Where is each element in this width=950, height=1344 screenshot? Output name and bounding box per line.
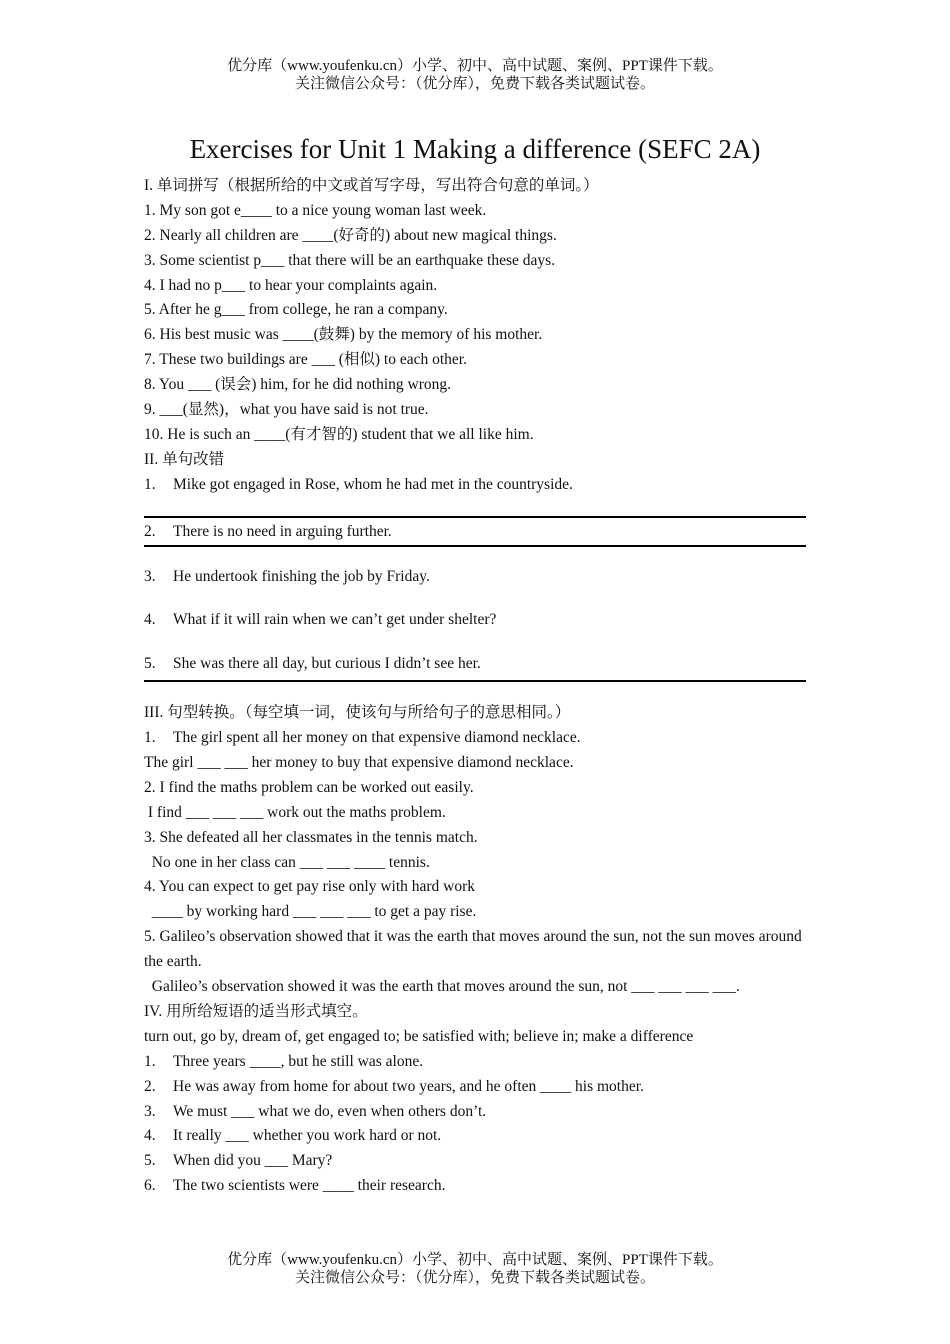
section-3-line: ____ by working hard ___ ___ ___ to get a pay rise. xyxy=(144,903,477,921)
page-footer xyxy=(0,1251,950,1287)
section-3-line: 3. She defeated all her classmates in the tennis match. xyxy=(144,828,478,846)
item-number: 4. xyxy=(144,611,156,629)
item-number: 3. xyxy=(144,1102,156,1120)
section-1-item: 3. Some scientist p___ that there will be an earthquake these days. xyxy=(144,251,556,269)
section-1-item: 5. After he g___ from college, he ran a company. xyxy=(144,301,448,319)
item-text: The girl spent all her money on that expensive diamond necklace. xyxy=(173,729,581,747)
item-text: He undertook finishing the job by Friday. xyxy=(173,567,430,585)
section-3-line: I find ___ ___ ___ work out the maths problem. xyxy=(144,803,446,821)
section-4-item xyxy=(144,1100,806,1125)
section-3-line: The girl ___ ___ her money to buy that expensive diamond necklace. xyxy=(144,754,574,772)
section-2-item xyxy=(144,473,806,498)
section-3-line: 2. I find the maths problem can be worked out easily. xyxy=(144,778,474,796)
item-text: He was away from home for about two years, and he often ____ his mother. xyxy=(173,1077,644,1095)
header-line-1: 优分库（www.youfenku.cn）小学、初中、高中试题、案例、PPT课件下载。 xyxy=(227,58,723,74)
section-2-item xyxy=(144,518,806,545)
section-3-line: 5. Galileo’s observation showed that it was the earth that moves around the sun, not the sun moves around the earth. xyxy=(144,928,802,971)
section-2-item xyxy=(144,652,806,677)
item-number: 5. xyxy=(144,655,156,673)
section-3-line: 4. You can expect to get pay rise only with hard work xyxy=(144,878,476,896)
section-3-line xyxy=(144,726,806,751)
document-title: Exercises for Unit 1 Making a difference (SEFC 2A) xyxy=(189,134,761,164)
item-number: 1. xyxy=(144,475,156,493)
section-2-item xyxy=(144,608,806,633)
exercise-content xyxy=(144,174,806,1199)
header-line-2: 关注微信公众号：（优分库），免费下载各类试题试卷。 xyxy=(294,76,655,92)
item-text: The two scientists were ____ their research. xyxy=(173,1177,446,1195)
item-text: There is no need in arguing further. xyxy=(173,522,392,540)
item-number: 5. xyxy=(144,1152,156,1170)
item-number: 2. xyxy=(144,522,156,540)
section-1-item: 8. You ___ (误会) him, for he did nothing wrong. xyxy=(144,376,451,394)
item-number: 6. xyxy=(144,1177,156,1195)
item-number: 1. xyxy=(144,729,156,747)
item-number: 2. xyxy=(144,1077,156,1095)
item-text: Three years ____, but he still was alone. xyxy=(173,1052,424,1070)
phrase-list: turn out, go by, dream of, get engaged to; be satisfied with; believe in; make a difference xyxy=(144,1027,694,1045)
section-1-item: 10. He is such an ____(有才智的) student that we all like him. xyxy=(144,425,534,443)
section-1-item: 6. His best music was ____(鼓舞) by the memory of his mother. xyxy=(144,326,543,344)
item-text: Mike got engaged in Rose, whom he had met in the countryside. xyxy=(173,475,573,493)
item-number: 4. xyxy=(144,1127,156,1145)
section-3-line: No one in her class can ___ ___ ____ tennis. xyxy=(144,853,430,871)
section-3-line: Galileo’s observation showed it was the earth that moves around the sun, not ___ ___ ___ ___. xyxy=(144,978,740,996)
item-text: She was there all day, but curious I didn’t see her. xyxy=(173,655,481,673)
section-4-item xyxy=(144,1124,806,1149)
section-2-heading: II. 单句改错 xyxy=(144,450,225,468)
section-1-item: 7. These two buildings are ___ (相似) to each other. xyxy=(144,351,467,369)
section-1-item: 2. Nearly all children are ____(好奇的) about new magical things. xyxy=(144,226,557,244)
footer-line-1: 优分库（www.youfenku.cn）小学、初中、高中试题、案例、PPT课件下载。 xyxy=(227,1252,723,1268)
item-text: We must ___ what we do, even when others don’t. xyxy=(173,1102,487,1120)
item-text: What if it will rain when we can’t get under shelter? xyxy=(173,611,497,629)
section-1-item: 9. ___(显然)，what you have said is not true. xyxy=(144,401,429,419)
item-text: When did you ___ Mary? xyxy=(173,1152,333,1170)
section-3-heading: III. 句型转换。（每空填一词，使该句与所给句子的意思相同。） xyxy=(144,704,571,722)
item-text: It really ___ whether you work hard or not. xyxy=(173,1127,442,1145)
section-4-heading: IV. 用所给短语的适当形式填空。 xyxy=(144,1002,368,1020)
item-number: 1. xyxy=(144,1052,156,1070)
section-4-item xyxy=(144,1149,806,1174)
footer-line-2: 关注微信公众号：（优分库），免费下载各类试题试卷。 xyxy=(294,1270,655,1286)
item-number: 3. xyxy=(144,567,156,585)
section-2-item xyxy=(144,565,806,590)
section-1-item: 4. I had no p___ to hear your complaints again. xyxy=(144,276,438,294)
page-header xyxy=(0,57,950,93)
section-4-item xyxy=(144,1050,806,1075)
section-1-item: 1. My son got e____ to a nice young woman last week. xyxy=(144,201,487,219)
section-4-item xyxy=(144,1075,806,1100)
section-1-heading: I. 单词拼写（根据所给的中文或首写字母，写出符合句意的单词。） xyxy=(144,177,599,194)
section-4-item xyxy=(144,1174,806,1199)
